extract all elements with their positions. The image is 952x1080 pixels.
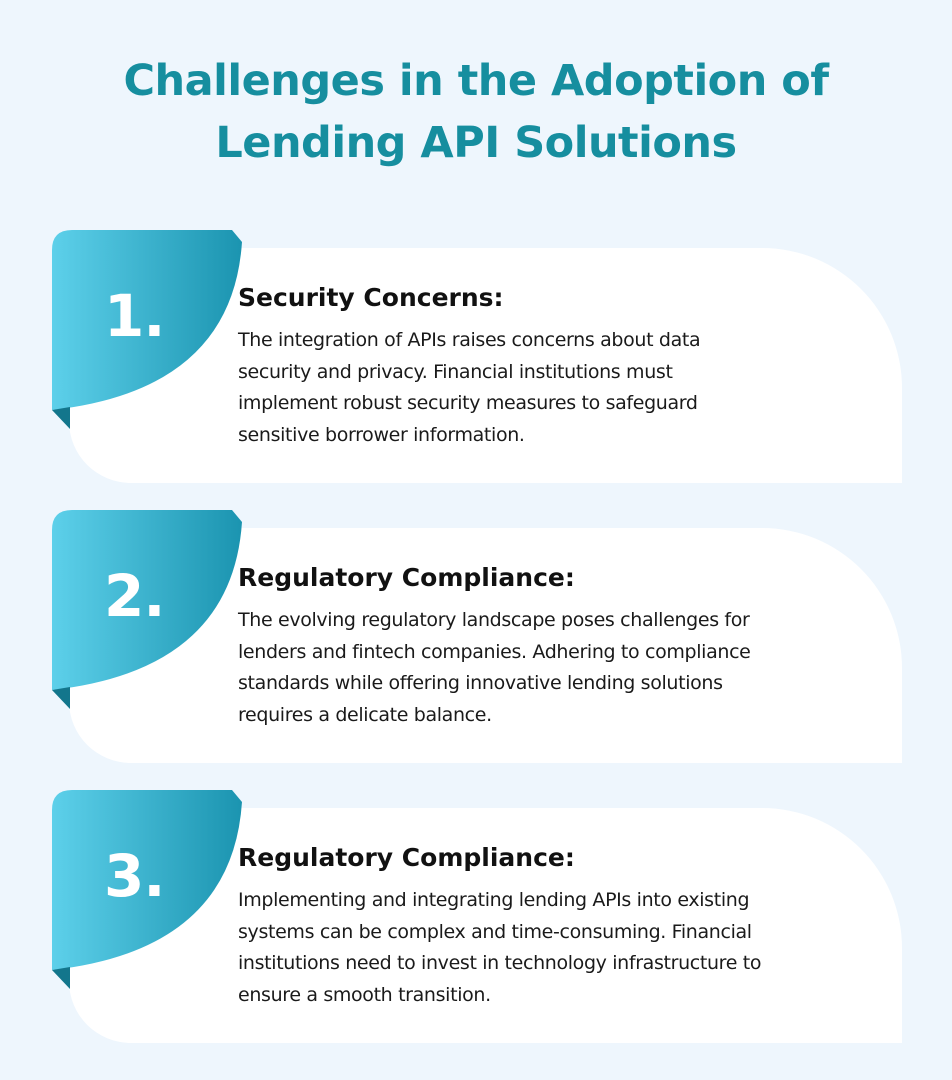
title-line-2: Lending API Solutions [215, 118, 737, 168]
item-description [238, 605, 878, 731]
item-heading: Regulatory Compliance: [238, 843, 575, 872]
description-line: sensitive borrower information. [238, 423, 525, 446]
description-line: The evolving regulatory landscape poses challenges for [238, 609, 750, 631]
description-line: The integration of APIs raises concerns about data [238, 329, 701, 351]
description-line: ensure a smooth transition. [238, 983, 491, 1006]
description-line: Implementing and integrating lending APIs into existing [238, 889, 750, 911]
description-line: requires a delicate balance. [238, 703, 492, 726]
item-description [238, 885, 878, 1011]
description-line: standards while offering innovative lending solutions [238, 672, 723, 694]
item-number: 3. [104, 842, 165, 910]
item-number: 2. [104, 562, 165, 630]
description-line: institutions need to invest in technology infrastructure to [238, 952, 762, 974]
page-title [0, 50, 952, 174]
item-heading: Regulatory Compliance: [238, 563, 575, 592]
description-line: systems can be complex and time-consuming. Financial [238, 920, 752, 943]
description-line: implement robust security measures to safeguard [238, 392, 698, 414]
item-description [238, 325, 878, 451]
description-line: security and privacy. Financial institutions must [238, 360, 673, 383]
challenge-card-3 [52, 790, 902, 1045]
title-line-1: Challenges in the Adoption of [123, 56, 829, 106]
item-heading: Security Concerns: [238, 283, 504, 312]
description-line: lenders and fintech companies. Adhering to compliance [238, 640, 751, 663]
challenge-card-2 [52, 510, 902, 765]
item-number: 1. [104, 282, 165, 350]
challenge-card-1 [52, 230, 902, 485]
